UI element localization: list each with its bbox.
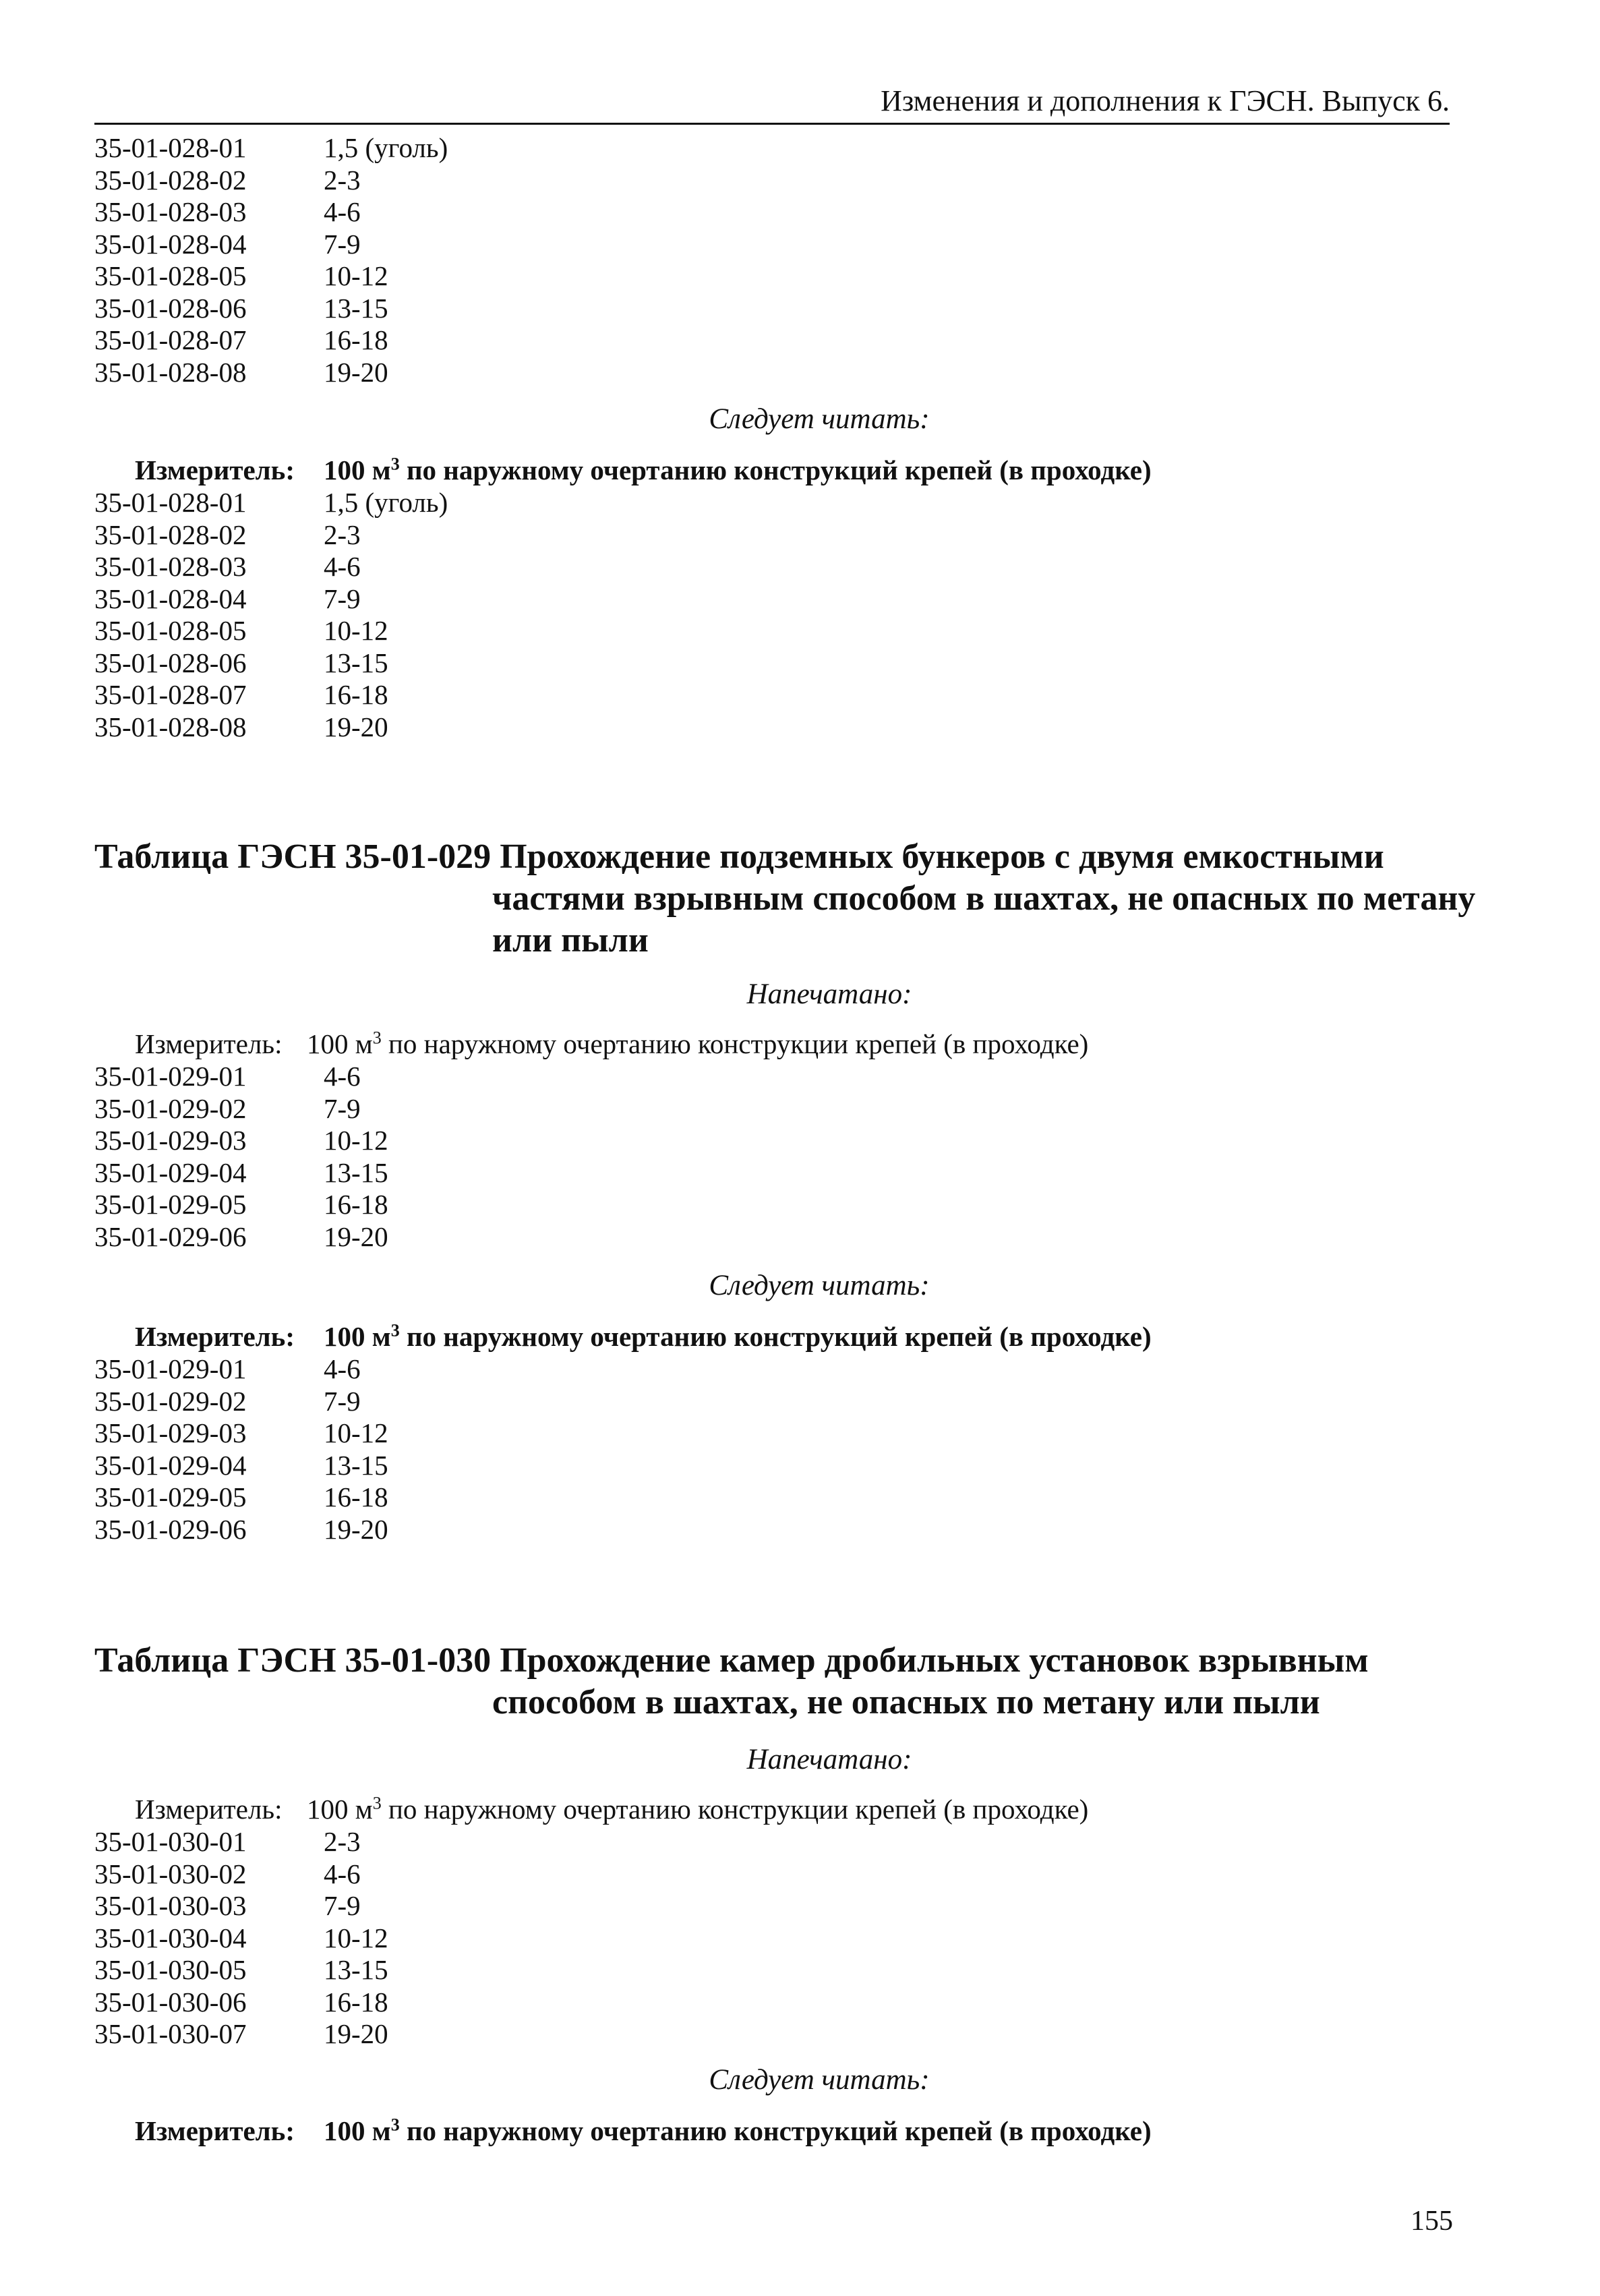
item-value: 16-18	[324, 1481, 388, 1512]
item-code: 35-01-028-01	[94, 132, 247, 163]
item-code: 35-01-028-07	[94, 324, 247, 355]
measure-text: по наружному очертанию конструкций крепей (в проходке)	[406, 454, 1152, 485]
item-code: 35-01-029-02	[94, 1092, 247, 1124]
measure-unit: 100 м	[307, 1794, 373, 1825]
sec3-printed	[94, 1740, 1470, 2051]
item-code: 35-01-029-04	[94, 1156, 247, 1188]
measure-unit: 100 м	[324, 1321, 391, 1352]
list-item	[94, 1061, 1470, 1093]
list-item	[94, 1858, 1470, 1891]
list-item	[94, 1157, 1470, 1189]
list-item	[94, 260, 1470, 293]
measure-unit: 100 м	[324, 454, 391, 485]
item-code: 35-01-028-04	[94, 583, 247, 614]
item-code: 35-01-028-01	[94, 487, 247, 518]
list-item	[94, 1417, 1470, 1450]
item-value: 16-18	[324, 324, 388, 355]
item-value: 7-9	[324, 228, 361, 260]
list-item	[94, 1093, 1470, 1125]
measure-line	[94, 453, 1470, 487]
measure-label: Измеритель:	[135, 1028, 283, 1059]
running-header	[94, 82, 1450, 125]
page-number: 155	[1411, 2206, 1453, 2237]
sec1-corrected	[94, 399, 1470, 743]
table-label: Таблица ГЭСН 35-01-029	[94, 837, 492, 876]
list-item	[94, 679, 1470, 711]
list-item	[94, 487, 1470, 519]
item-value: 4-6	[324, 1858, 361, 1889]
list-item	[94, 165, 1470, 197]
list-item	[94, 711, 1470, 744]
item-code: 35-01-028-02	[94, 519, 247, 550]
item-value: 1,5 (уголь)	[324, 132, 448, 163]
item-value: 7-9	[324, 1890, 361, 1921]
measure-unit: 100 м	[324, 2115, 391, 2146]
item-value: 2-3	[324, 519, 361, 550]
item-code: 35-01-029-04	[94, 1449, 247, 1481]
item-code: 35-01-030-03	[94, 1890, 247, 1921]
item-code: 35-01-028-05	[94, 615, 247, 646]
measure-unit-exp: 3	[372, 1793, 382, 1813]
item-code: 35-01-028-04	[94, 228, 247, 260]
item-value: 7-9	[324, 1092, 361, 1124]
measure-label: Измеритель:	[135, 1321, 295, 1352]
item-value: 13-15	[324, 292, 388, 324]
item-code: 35-01-030-02	[94, 1858, 247, 1889]
item-code: 35-01-029-01	[94, 1061, 247, 1092]
list-item	[94, 1826, 1470, 1858]
item-value: 13-15	[324, 647, 388, 678]
list-item	[94, 1890, 1470, 1922]
item-code: 35-01-029-06	[94, 1220, 247, 1252]
item-value: 7-9	[324, 1385, 361, 1417]
table-title-line3: или пыли	[492, 921, 649, 960]
list-item	[94, 293, 1470, 325]
list-item	[94, 1450, 1470, 1482]
list-item	[94, 1922, 1470, 1955]
measure-line	[94, 1792, 1470, 1826]
read-as-label: Следует читать:	[709, 1270, 930, 1301]
item-value: 4-6	[324, 1353, 361, 1384]
item-code: 35-01-028-08	[94, 356, 247, 388]
item-code: 35-01-029-05	[94, 1481, 247, 1512]
item-value: 13-15	[324, 1449, 388, 1481]
list-item	[94, 324, 1470, 357]
table-title-line1: Прохождение подземных бункеров с двумя емкостными	[500, 837, 1384, 876]
list-item	[94, 1125, 1470, 1157]
list-item	[94, 1481, 1470, 1514]
measure-label: Измеритель:	[135, 1794, 283, 1825]
list-item	[94, 2018, 1470, 2051]
measure-label: Измеритель:	[135, 454, 295, 485]
measure-line	[94, 1320, 1470, 1353]
item-code: 35-01-030-04	[94, 1922, 247, 1953]
list-item	[94, 647, 1470, 680]
item-value: 4-6	[324, 1061, 361, 1092]
item-code: 35-01-029-03	[94, 1125, 247, 1156]
item-code: 35-01-029-06	[94, 1513, 247, 1545]
list-item	[94, 1189, 1470, 1221]
item-value: 10-12	[324, 260, 388, 291]
measure-unit-exp: 3	[390, 2115, 400, 2135]
table-title-line2: способом в шахтах, не опасных по метану или пыли	[492, 1683, 1320, 1721]
item-code: 35-01-028-06	[94, 292, 247, 324]
item-value: 19-20	[324, 1513, 388, 1545]
item-value: 16-18	[324, 679, 388, 710]
item-value: 4-6	[324, 551, 361, 582]
item-code: 35-01-028-03	[94, 196, 247, 227]
measure-text: по наружному очертанию конструкции крепей (в проходке)	[388, 1794, 1089, 1825]
measure-unit: 100 м	[307, 1028, 373, 1059]
table-title-line2: частями взрывным способом в шахтах, не опасных по метану	[492, 879, 1476, 918]
list-item	[94, 1221, 1470, 1254]
list-item	[94, 1954, 1470, 1986]
item-value: 19-20	[324, 711, 388, 742]
item-value: 7-9	[324, 583, 361, 614]
item-value: 19-20	[324, 356, 388, 388]
item-code: 35-01-028-03	[94, 551, 247, 582]
item-code: 35-01-028-07	[94, 679, 247, 710]
item-code: 35-01-030-07	[94, 2018, 247, 2049]
item-value: 1,5 (уголь)	[324, 487, 448, 518]
item-code: 35-01-029-03	[94, 1417, 247, 1448]
item-value: 4-6	[324, 196, 361, 227]
item-code: 35-01-029-01	[94, 1353, 247, 1384]
item-code: 35-01-030-01	[94, 1826, 247, 1857]
item-value: 19-20	[324, 2018, 388, 2049]
item-code: 35-01-029-05	[94, 1189, 247, 1220]
item-value: 10-12	[324, 1922, 388, 1953]
sec1-printed-list	[94, 132, 1470, 388]
list-item	[94, 1386, 1470, 1418]
list-item	[94, 1353, 1470, 1386]
list-item	[94, 196, 1470, 229]
list-item	[94, 519, 1470, 552]
list-item	[94, 229, 1470, 261]
item-value: 2-3	[324, 1826, 361, 1857]
measure-line	[94, 1027, 1470, 1061]
printed-label: Напечатано:	[746, 1744, 912, 1775]
item-value: 10-12	[324, 1125, 388, 1156]
measure-label: Измеритель:	[135, 2115, 295, 2146]
sec3-corrected	[94, 2060, 1470, 2148]
item-value: 19-20	[324, 1220, 388, 1252]
list-item	[94, 615, 1470, 647]
item-value: 13-15	[324, 1156, 388, 1188]
list-item	[94, 583, 1470, 616]
item-code: 35-01-030-06	[94, 1986, 247, 2018]
printed-label: Напечатано:	[746, 978, 912, 1010]
list-item	[94, 132, 1470, 165]
list-item	[94, 1514, 1470, 1546]
measure-unit-exp: 3	[372, 1028, 382, 1048]
header-text: Изменения и дополнения к ГЭСН. Выпуск 6.	[881, 84, 1450, 117]
item-value: 10-12	[324, 615, 388, 646]
measure-text: по наружному очертанию конструкций крепей (в проходке)	[406, 1321, 1152, 1352]
item-value: 2-3	[324, 164, 361, 196]
table-label: Таблица ГЭСН 35-01-030	[94, 1641, 492, 1680]
sec2-corrected	[94, 1266, 1470, 1546]
item-value: 16-18	[324, 1986, 388, 2018]
sec2-printed	[94, 974, 1470, 1253]
list-item	[94, 357, 1470, 389]
sec3-title	[94, 1640, 1470, 1724]
measure-text: по наружному очертанию конструкции крепей (в проходке)	[388, 1028, 1089, 1059]
item-value: 10-12	[324, 1417, 388, 1448]
list-item	[94, 1986, 1470, 2019]
item-code: 35-01-028-06	[94, 647, 247, 678]
read-as-label: Следует читать:	[709, 2064, 930, 2096]
measure-text: по наружному очертанию конструкций крепей (в проходке)	[406, 2115, 1152, 2146]
item-code: 35-01-028-05	[94, 260, 247, 291]
item-code: 35-01-028-08	[94, 711, 247, 742]
measure-unit-exp: 3	[390, 454, 400, 474]
measure-unit-exp: 3	[390, 1320, 400, 1341]
measure-line	[94, 2114, 1470, 2148]
sec2-title	[94, 836, 1476, 962]
item-code: 35-01-030-05	[94, 1954, 247, 1985]
item-value: 16-18	[324, 1189, 388, 1220]
list-item	[94, 551, 1470, 583]
item-code: 35-01-029-02	[94, 1385, 247, 1417]
item-code: 35-01-028-02	[94, 164, 247, 196]
table-title-line1: Прохождение камер дробильных установок взрывным	[500, 1641, 1369, 1680]
item-value: 13-15	[324, 1954, 388, 1985]
read-as-label: Следует читать:	[709, 403, 930, 435]
